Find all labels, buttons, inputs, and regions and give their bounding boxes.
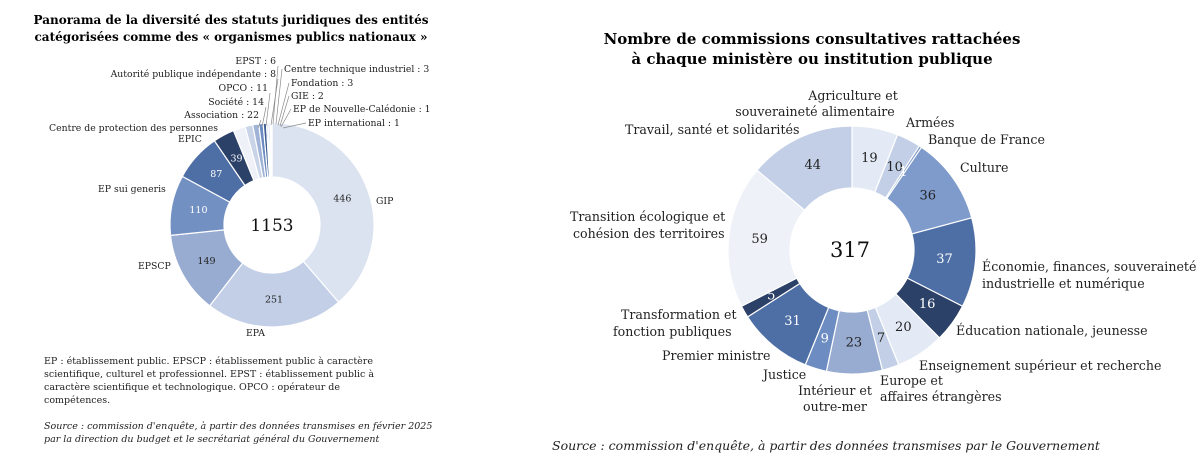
left-source-line2: par la direction du budget et le secrétariat général du Gouvernement (44, 434, 380, 445)
right-label-enseignement: Enseignement supérieur et recherche (919, 358, 1162, 373)
left-total: 1153 (250, 216, 294, 236)
left-leader-line-2 (266, 93, 270, 126)
left-source-line1: Source : commission d'enquête, à partir des données transmises en février 2025 (44, 421, 433, 432)
left-label-ep-international: EP international : 1 (308, 118, 400, 129)
left-label-ep-nc: EP de Nouvelle-Calédonie : 1 (293, 104, 431, 115)
left-label-gip: GIP (376, 196, 394, 207)
left-label-societe: Société : 14 (208, 97, 264, 108)
right-label-banque-de-france: Banque de France (928, 132, 1045, 147)
right-value-economie-finances-souverainete-industrielle-et-numerique: 37 (936, 252, 953, 268)
chart-left (34, 13, 433, 445)
left-label-gie: GIE : 2 (291, 91, 324, 102)
right-label-premier-ministre: Premier ministre (662, 348, 771, 363)
left-label-centre-protection: Centre de protection des personnes (49, 123, 219, 134)
left-label-api: Autorité publique indépendante : 8 (110, 69, 276, 80)
left-value-epic: 87 (210, 169, 223, 181)
right-label-interieur-line1: Intérieur et (798, 383, 872, 398)
chart-right (552, 30, 1196, 453)
right-label-agriculture-line1: Agriculture et (808, 88, 898, 103)
right-label-travail: Travail, santé et solidarités (625, 122, 800, 137)
right-title-line1: Nombre de commissions consultatives rattachées (603, 30, 1021, 48)
left-value-centre-de-protection-des-personnes: 39 (230, 153, 243, 165)
left-label-association: Association : 22 (184, 110, 259, 121)
left-label-epst: EPST : 6 (235, 56, 276, 67)
left-value-ep-sui-generis: 110 (189, 204, 208, 216)
right-label-culture: Culture (960, 160, 1009, 175)
left-title-line1: Panorama de la diversité des statuts juridiques des entités (33, 13, 429, 27)
right-value-premier-ministre: 31 (784, 314, 801, 330)
left-label-ep-sui-generis: EP sui generis (98, 184, 166, 195)
right-value-justice: 9 (820, 331, 829, 347)
right-label-education: Éducation nationale, jeunesse (956, 323, 1148, 338)
right-source: Source : commission d'enquête, à partir des données transmises par le Gouvernement (552, 438, 1100, 453)
left-value-epa: 251 (264, 294, 284, 306)
right-value-travail-sante-et-solidarites: 44 (804, 158, 821, 174)
right-label-europe-line1: Europe et (880, 373, 943, 388)
left-title-line2: catégorisées comme des « organismes publics nationaux » (34, 30, 428, 44)
left-note-line4: compétences. (44, 395, 111, 406)
right-label-economie-line1: Économie, finances, souveraineté (982, 259, 1197, 274)
left-label-epa: EPA (246, 328, 265, 339)
right-value-agriculture-et-souverainete-alimentaire: 19 (861, 151, 878, 167)
left-value-epscp: 149 (197, 255, 216, 267)
right-title-line2: à chaque ministère ou institution publique (631, 50, 993, 68)
right-value-education-nationale-jeunesse: 16 (918, 297, 936, 313)
right-label-economie-line2: industrielle et numérique (982, 276, 1145, 291)
right-value-armees: 10 (886, 159, 903, 175)
right-value-transition-ecologique-et-cohesion-des-territoires: 59 (751, 231, 768, 247)
right-label-transition-line1: Transition écologique et (570, 209, 726, 224)
left-label-epscp: EPSCP (138, 261, 171, 272)
left-label-cti: Centre technique industriel : 3 (284, 64, 430, 75)
left-label-opco: OPCO : 11 (218, 83, 268, 94)
left-note-line2: scientifique, culturel et professionnel. EPST : établissement public à (44, 369, 375, 380)
left-note-line1: EP : établissement public. EPSCP : établissement public à caractère (44, 356, 373, 367)
right-label-agriculture-line2: souveraineté alimentaire (735, 104, 895, 119)
left-label-fondation: Fondation : 3 (291, 78, 354, 89)
right-value-culture: 36 (919, 188, 936, 204)
left-note-line3: caractère scientifique et technologique. OPCO : opérateur de (44, 382, 340, 393)
right-value-enseignement-superieur-et-recherche: 20 (895, 320, 912, 336)
right-label-europe-line2: affaires étrangères (880, 389, 1002, 404)
right-label-transition-line2: cohésion des territoires (573, 226, 725, 241)
right-value-banque-de-france: 1 (899, 164, 908, 180)
right-value-interieur-et-outre-mer: 23 (845, 335, 863, 351)
right-value-transformation-et-fonction-publiques: 5 (767, 288, 776, 304)
right-label-justice: Justice (763, 367, 807, 382)
right-label-armees: Armées (906, 115, 955, 130)
right-label-transformation-line2: fonction publiques (613, 324, 732, 339)
right-total: 317 (829, 238, 871, 262)
left-label-epic: EPIC (178, 134, 202, 145)
left-value-gip: 446 (333, 193, 352, 205)
right-value-europe-et-affaires-etrangeres: 7 (876, 330, 886, 346)
left-slice-ep-international-1 (271, 123, 272, 177)
right-label-transformation-line1: Transformation et (621, 307, 737, 322)
right-label-interieur-line2: outre-mer (803, 399, 867, 414)
